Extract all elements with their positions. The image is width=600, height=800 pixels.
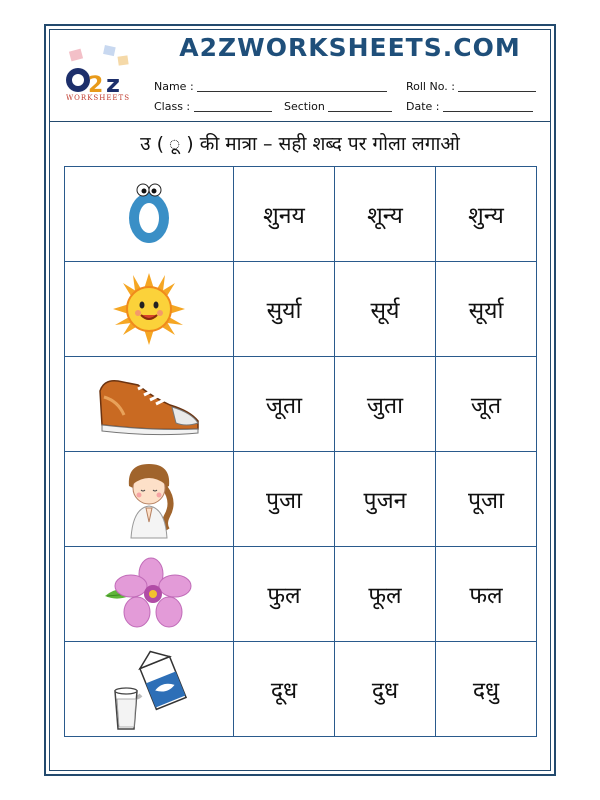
word-option[interactable]: सूर्या — [436, 262, 537, 357]
date-label: Date : — [406, 100, 440, 113]
section-field[interactable] — [284, 100, 392, 113]
word-option[interactable]: शुन्य — [436, 167, 537, 262]
date-blank[interactable] — [443, 101, 533, 112]
table-row — [65, 452, 537, 547]
word-option[interactable]: जूता — [234, 357, 335, 452]
picture-cell — [65, 642, 234, 737]
word-option[interactable]: जूत — [436, 357, 537, 452]
flower-icon — [103, 556, 195, 632]
picture-cell — [65, 547, 234, 642]
word-option[interactable]: पुजन — [335, 452, 436, 547]
roll-no-field[interactable] — [406, 80, 536, 93]
svg-text:2: 2 — [88, 73, 104, 98]
table-row — [65, 357, 537, 452]
table-row — [65, 642, 537, 737]
class-field[interactable] — [154, 100, 272, 113]
milk-icon — [107, 647, 191, 731]
word-option[interactable]: पुजा — [234, 452, 335, 547]
class-blank[interactable] — [194, 101, 272, 112]
table-row — [65, 167, 537, 262]
word-option[interactable]: दधु — [436, 642, 537, 737]
name-blank[interactable] — [197, 81, 387, 92]
table-row — [65, 547, 537, 642]
table-row — [65, 262, 537, 357]
section-label: Section — [284, 100, 325, 113]
word-option[interactable]: सूर्य — [335, 262, 436, 357]
word-option[interactable]: शुनय — [234, 167, 335, 262]
svg-text:z: z — [106, 70, 120, 98]
picture-cell — [65, 452, 234, 547]
name-field[interactable] — [154, 80, 387, 93]
picture-cell — [65, 167, 234, 262]
class-label: Class : — [154, 100, 191, 113]
name-label: Name : — [154, 80, 194, 93]
shoe-icon — [94, 371, 204, 437]
word-option[interactable]: फुल — [234, 547, 335, 642]
roll-no-label: Roll No. : — [406, 80, 455, 93]
site-title: A2ZWORKSHEETS.COM — [179, 33, 521, 62]
word-option[interactable]: दुध — [335, 642, 436, 737]
praying-girl-icon — [119, 458, 179, 540]
word-option[interactable]: फूल — [335, 547, 436, 642]
section-blank[interactable] — [328, 101, 392, 112]
word-option[interactable]: जुता — [335, 357, 436, 452]
logo-caption: WORKSHEETS — [65, 94, 131, 102]
word-option[interactable]: फल — [436, 547, 537, 642]
instruction-text: उ ( ू ) की मात्रा – सही शब्द पर गोला लगाओ — [140, 133, 460, 155]
header-divider — [50, 121, 550, 122]
sun-icon — [111, 271, 187, 347]
worksheet-table — [64, 166, 537, 737]
word-option[interactable]: दूध — [234, 642, 335, 737]
roll-no-blank[interactable] — [458, 81, 536, 92]
letter-o-icon — [119, 182, 179, 246]
picture-cell — [65, 262, 234, 357]
word-option[interactable]: सुर्या — [234, 262, 335, 357]
word-option[interactable]: शून्य — [335, 167, 436, 262]
date-field[interactable] — [406, 100, 533, 113]
picture-cell — [65, 357, 234, 452]
word-option[interactable]: पूजा — [436, 452, 537, 547]
